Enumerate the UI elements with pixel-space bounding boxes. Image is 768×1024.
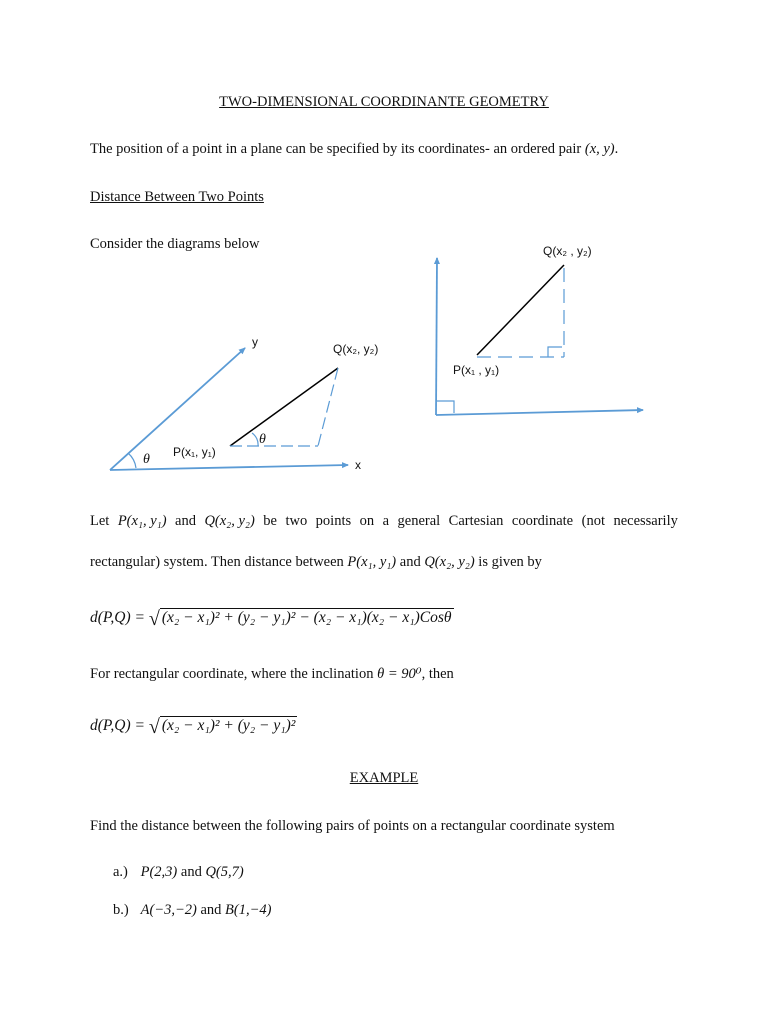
rectangular-coordinate-diagram (436, 244, 643, 415)
let-word: Cartesian (448, 513, 504, 529)
example-prompt: Find the distance between the following pairs of points on a rectangular coordinate system (90, 818, 615, 834)
let-word: (not (581, 513, 605, 529)
example-item-b (113, 902, 271, 919)
oblique-x-label: x (355, 458, 361, 472)
let-word: two (285, 513, 308, 529)
rectangular-distance-formula (90, 716, 297, 739)
formula-lhs: d(P,Q) = (90, 717, 145, 734)
consider-text: Consider the diagrams below (90, 236, 260, 252)
let-word: coordinate (511, 513, 574, 529)
rect-and: and (399, 554, 421, 570)
oblique-segment-pq (230, 368, 338, 446)
p-theta-label: θ (259, 432, 266, 447)
formula-radicand: (x₂ − x₁)² + (y₂ − y₁)² − (x₂ − x₁)(x₂ − x₁)Cosθ (161, 609, 452, 626)
theta-equation: θ = 90⁰ (377, 666, 422, 682)
rect-x-axis (436, 410, 643, 415)
rect-right-angle-marker (548, 347, 562, 357)
rect-p-label: P(x₁ , y₁) (453, 363, 500, 377)
oblique-y-label: y (252, 335, 258, 349)
page-title: TWO-DIMENSIONAL COORDINANTE GEOMETRY (219, 94, 549, 110)
point-p: P(x₁, y₁) (117, 513, 167, 529)
item-label: b.) (113, 902, 129, 918)
origin-theta-label: θ (143, 452, 150, 467)
item-point-1: A(−3,−2) (140, 902, 197, 918)
item-point-2: Q(5,7) (205, 864, 244, 880)
let-word: a (382, 513, 390, 529)
item-point-1: P(2,3) (140, 864, 178, 880)
let-word: and (175, 513, 196, 529)
oblique-p-label: P(x₁, y₁) (173, 445, 216, 459)
rect-text-2: is given by (478, 554, 542, 570)
radical-sign-icon: √ (148, 716, 160, 738)
let-word: general (397, 513, 441, 529)
let-word: on (359, 513, 375, 529)
rect-text-1: rectangular) system. Then distance between (90, 554, 344, 570)
ordered-pair: (x, y) (584, 141, 615, 157)
rect-segment-pq (477, 265, 564, 355)
formula-lhs: d(P,Q) = (90, 609, 145, 626)
p-angle-arc (252, 433, 258, 446)
example-heading: EXAMPLE (349, 770, 419, 786)
inclination-line (90, 666, 454, 683)
intro-text: The position of a point in a plane can be specified by its coordinates- an ordered pair (90, 141, 582, 157)
rect-origin-right-angle (437, 401, 454, 413)
let-line (90, 513, 678, 530)
let-word: Let (90, 513, 110, 529)
incl-text-1: For rectangular coordinate, where the inclination (90, 666, 374, 682)
formula-radicand: (x₂ − x₁)² + (y₂ − y₁)² (161, 717, 296, 734)
oblique-q-label: Q(x₂, y₂) (333, 342, 379, 356)
item-and: and (200, 902, 222, 918)
item-label: a.) (113, 864, 128, 880)
square-root (149, 716, 298, 739)
point-p: P(x₁, y₁) (347, 554, 397, 570)
incl-text-2: , then (421, 666, 454, 682)
origin-angle-arc (128, 453, 136, 468)
let-word: be (263, 513, 277, 529)
rect-q-label: Q(x₂ , y₂) (543, 244, 592, 258)
example-item-a (113, 864, 244, 881)
point-q: Q(x₂, y₂) (204, 513, 255, 529)
let-word: necessarily (613, 513, 678, 529)
oblique-coordinate-diagram (110, 335, 378, 472)
radical-sign-icon: √ (148, 608, 160, 630)
rect-y-axis (436, 258, 437, 415)
square-root (149, 608, 454, 631)
item-point-2: B(1,−4) (225, 902, 272, 918)
general-distance-formula (90, 608, 454, 631)
section-heading: Distance Between Two Points (90, 189, 264, 205)
rectangular-line (90, 554, 542, 571)
item-and: and (180, 864, 202, 880)
let-word: points (315, 513, 352, 529)
point-q: Q(x₂, y₂) (424, 554, 475, 570)
intro-period: . (614, 141, 619, 157)
